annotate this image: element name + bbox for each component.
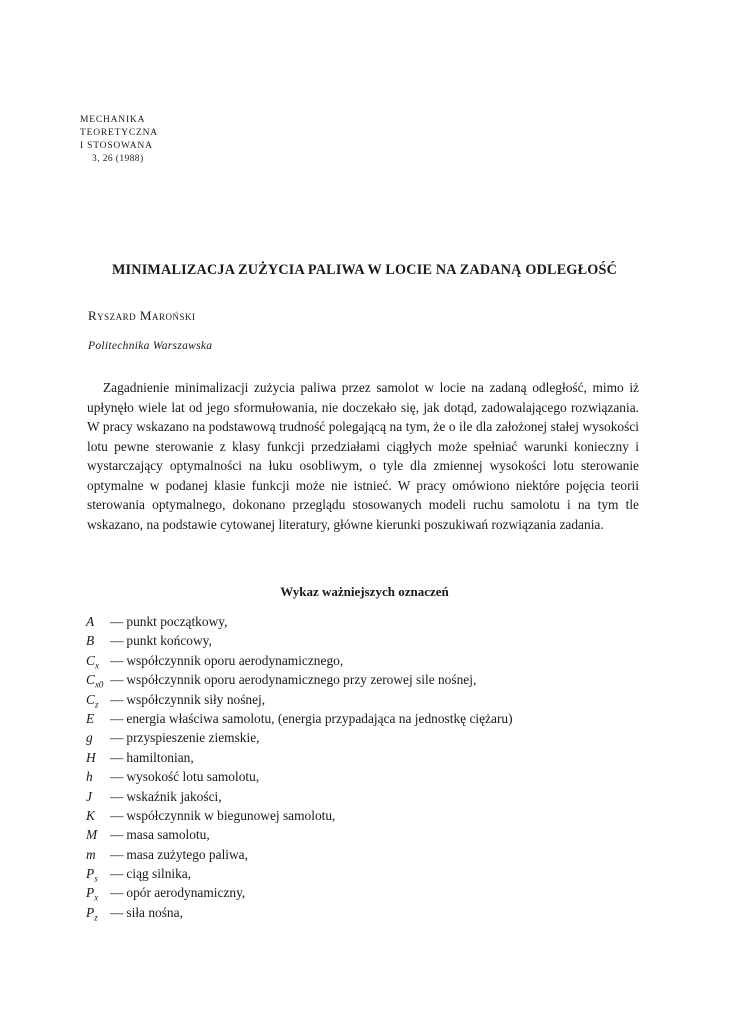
dash: —: [110, 691, 124, 707]
symbol-definition: siła nośna,: [126, 904, 183, 920]
symbol: $C_{x0}$: [86, 672, 104, 690]
symbol-definition: energia właściwa samolotu, (energia przypadająca na jednostkę ciężaru): [126, 710, 513, 726]
dash: —: [110, 866, 124, 882]
list-item: [86, 692, 646, 711]
symbol-definition: masa zużytego paliwa,: [126, 846, 248, 862]
symbol-definition: wysokość lotu samolotu,: [126, 769, 260, 785]
dash: —: [110, 672, 124, 688]
list-item: [86, 769, 646, 788]
dash: —: [110, 904, 124, 920]
dash: —: [110, 633, 124, 649]
symbol: J: [86, 788, 92, 804]
author: Ryszard Maroński: [88, 308, 196, 323]
dash: —: [110, 788, 124, 804]
symbols-heading: Wykaz ważniejszych oznaczeń: [280, 584, 449, 599]
symbol: $P_s$: [86, 866, 98, 884]
list-item: [86, 885, 646, 904]
list-item: [86, 672, 646, 691]
symbol-definition: współczynnik w biegunowej samolotu,: [126, 807, 336, 823]
symbol-definition: współczynnik siły nośnej,: [126, 691, 266, 707]
list-item: [86, 750, 646, 769]
symbol-definition: opór aerodynamiczny,: [126, 885, 246, 901]
symbol-definition: ciąg silnika,: [126, 866, 192, 882]
symbol: $P_x$: [86, 885, 99, 904]
dash: —: [110, 730, 124, 746]
list-item: [86, 866, 646, 885]
symbol-definition: wskaźnik jakości,: [126, 788, 222, 804]
list-item: [86, 808, 646, 827]
symbol: m: [86, 846, 96, 862]
symbol: $C_z$: [86, 691, 99, 710]
paper-title: MINIMALIZACJA ZUŻYCIA PALIWA W LOCIE NA ZADANĄ ODLEGŁOŚĆ: [111, 262, 618, 278]
journal-info: [80, 114, 158, 166]
symbol: A: [86, 614, 95, 629]
symbol: $C_x$: [86, 652, 99, 671]
symbol-definition: punkt końcowy,: [126, 633, 212, 649]
symbol-definition: masa samolotu,: [126, 827, 210, 843]
list-item: [86, 905, 646, 924]
symbol-definition: współczynnik oporu aerodynamicznego przy zerowej sile nośnej,: [126, 672, 477, 688]
symbol: M: [86, 827, 98, 843]
dash: —: [110, 827, 124, 843]
list-item: [86, 653, 646, 672]
dash: —: [110, 885, 124, 901]
dash: —: [110, 846, 124, 862]
dash: —: [110, 710, 124, 726]
symbols-list: [86, 614, 646, 924]
dash: —: [110, 749, 124, 765]
symbol: $P_z$: [86, 904, 98, 923]
dash: —: [110, 807, 124, 823]
dash: —: [110, 769, 124, 785]
dash: —: [110, 652, 124, 668]
list-item: [86, 711, 646, 730]
list-item: [86, 730, 646, 749]
journal-name-line1: MECHANIKA: [80, 115, 146, 125]
journal-volume: 3, 26 (1988): [92, 154, 144, 164]
list-item: [86, 633, 646, 652]
symbol-definition: punkt początkowy,: [126, 614, 228, 629]
symbol: g: [86, 730, 93, 746]
list-item: [86, 847, 646, 866]
symbol-definition: hamiltonian,: [126, 749, 194, 765]
symbol-definition: współczynnik oporu aerodynamicznego,: [126, 652, 344, 668]
symbol: H: [86, 749, 96, 765]
symbol: h: [86, 769, 93, 785]
list-item: [86, 614, 646, 633]
dash: —: [110, 614, 124, 629]
list-item: [86, 827, 646, 846]
journal-name-line3: I STOSOWANA: [80, 141, 153, 151]
symbol: K: [86, 807, 95, 823]
symbol-definition: przyspieszenie ziemskie,: [126, 730, 260, 746]
symbol: E: [86, 710, 95, 726]
abstract: Zagadnienie minimalizacji zużycia paliwa przez samolot w locie na zadaną odległość, mimo iż upłynęło wiele lat od jego sformułowania, nie doczekało się, jak dotąd, zadowalającego rozwiązania. W pracy wskazano na podstawową trudność polegającą na tym, że o ile dla założonej stałej wysokości lotu pewne sterowanie z klasy funkcji przedziałami ciągłych może spełniać warunki konieczny i wystarczający optymalności na łuku osobliwym, o tyle dla zmiennej wysokości lotu sterowanie optymalne w podanej klasie funkcji może nie istnieć. W pracy omówiono niektóre pojęcia teorii sterowania optymalnego, dokonano przeglądu stosowanych modeli ruchu samolotu i na tym tle wskazano, na podstawie cytowanej literatury, główne kierunki poszukiwań rozwiązania zadania.: [87, 380, 639, 532]
symbol: B: [86, 633, 95, 649]
journal-name-line2: TEORETYCZNA: [80, 128, 158, 138]
affiliation: Politechnika Warszawska: [88, 340, 213, 352]
list-item: [86, 789, 646, 808]
